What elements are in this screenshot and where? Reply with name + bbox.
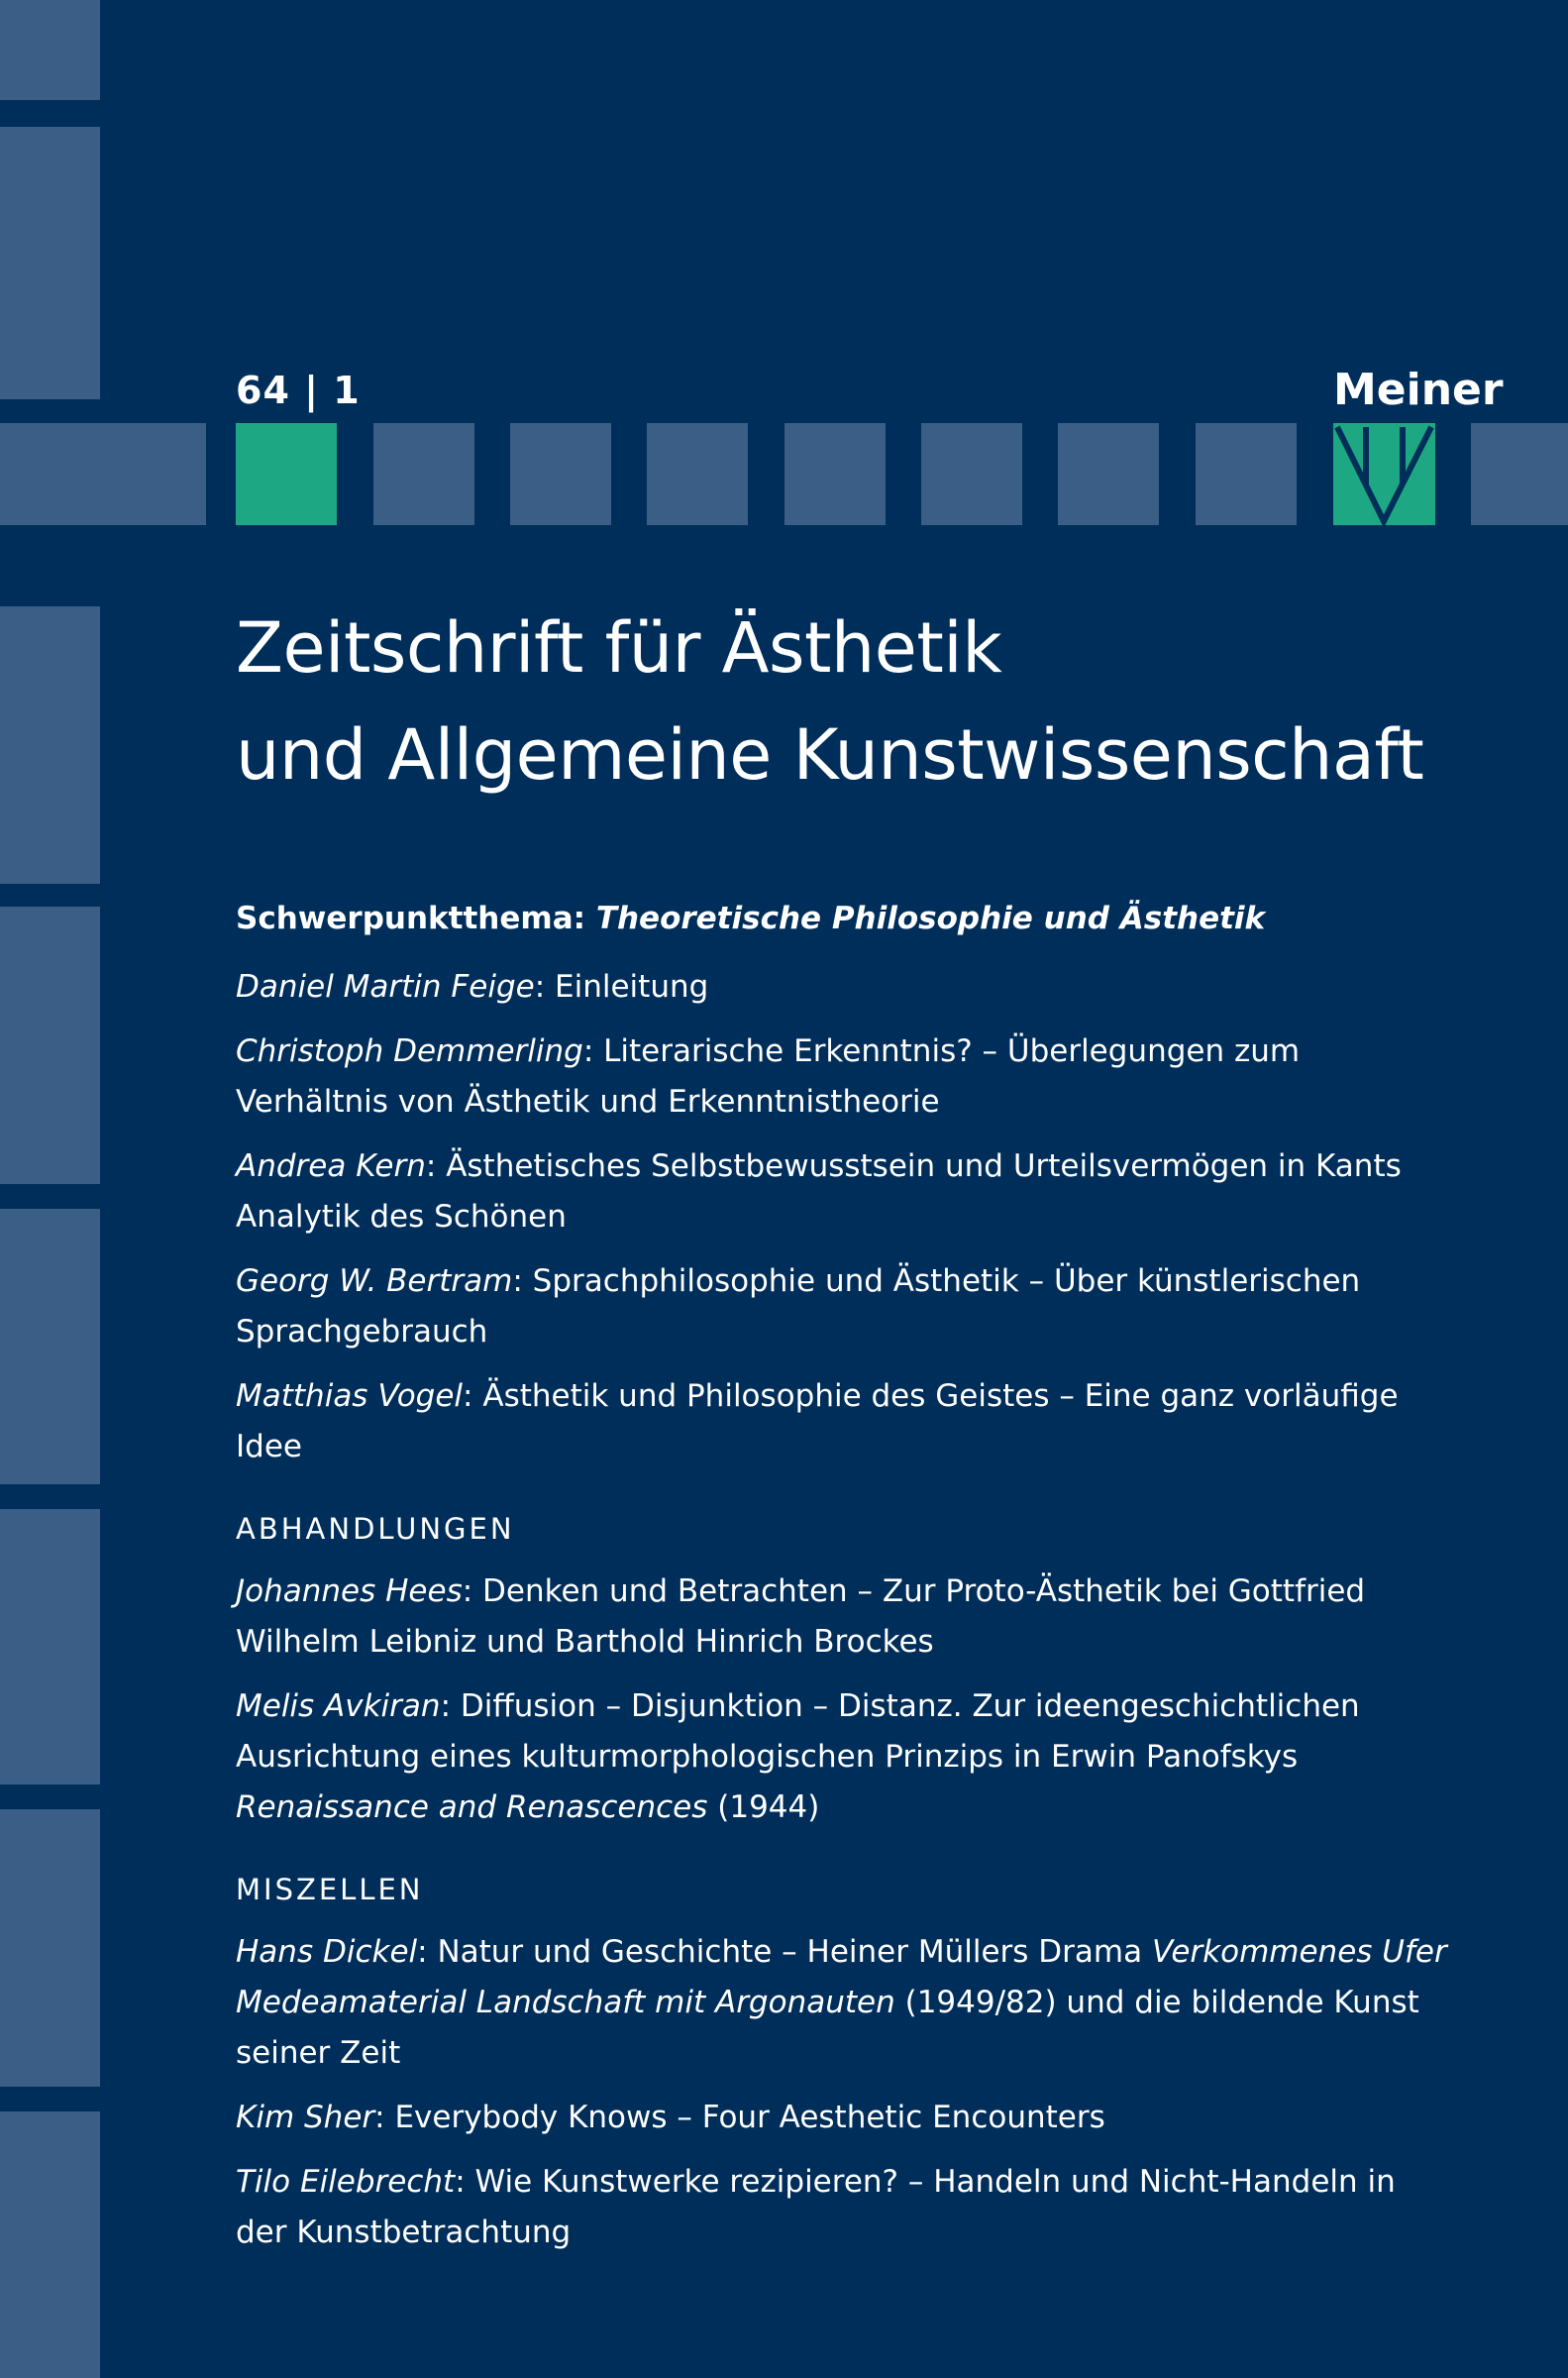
entry-author: Georg W. Bertram bbox=[236, 1263, 513, 1299]
toc-entry: Johannes Hees: Denken und Betrachten – Zur Proto-Ästhetik bei Gottfried Wilhelm Leibniz und Barthold Hinrich Brockes bbox=[236, 1573, 1366, 1660]
focus-label: Schwerpunktthema: bbox=[236, 901, 586, 936]
toc-entry: Melis Avkiran: Diffusion – Disjunktion – Distanz. Zur ideengeschichtlichen Ausrichtung eines kulturmorphologischen Prinzips in Erwin Panofskys Renaissance and Renascences (1944) bbox=[236, 1688, 1360, 1825]
publisher-name: Meiner bbox=[1333, 365, 1504, 415]
entry-work-title: Verkommenes Ufer Medeamaterial Landschaft mit Argonauten bbox=[236, 1934, 1447, 2020]
toc-entry: Andrea Kern: Ästhetisches Selbstbewusstsein und Urteilsvermögen in Kants Analytik des Schönen bbox=[236, 1148, 1402, 1235]
entry-author: Matthias Vogel bbox=[236, 1378, 464, 1414]
accent-square bbox=[236, 423, 337, 525]
entry-suffix: (1949/82) und die bildende Kunst seiner Zeit bbox=[236, 1985, 1419, 2071]
entry-author: Kim Sher bbox=[236, 2100, 375, 2135]
title-line-2: und Allgemeine Kunstwissenschaft bbox=[236, 714, 1424, 796]
focus-heading bbox=[236, 894, 1454, 944]
toc-entry: Tilo Eilebrecht: Wie Kunstwerke rezipieren? – Handeln und Nicht-Handeln in der Kunstbetrachtung bbox=[236, 2164, 1396, 2250]
entry-author: Johannes Hees bbox=[236, 1573, 463, 1609]
toc-entry: Kim Sher: Everybody Knows – Four Aesthetic Encounters bbox=[236, 2100, 1105, 2135]
entry-title: Everybody Knows – Four Aesthetic Encounters bbox=[394, 2100, 1105, 2135]
left-decorative-strip bbox=[0, 0, 100, 2378]
entry-work-title: Renaissance and Renascences bbox=[236, 1789, 708, 1825]
square bbox=[784, 423, 886, 525]
strip-block bbox=[0, 1209, 100, 1484]
strip-block bbox=[0, 907, 100, 1184]
entry-title: Sprachphilosophie und Ästhetik – Über künstlerischen Sprachgebrauch bbox=[236, 1263, 1361, 1350]
entry-title: Literarische Erkenntnis? – Überlegungen zum Verhältnis von Ästhetik und Erkenntnistheorie bbox=[236, 1033, 1301, 1120]
strip-block bbox=[0, 0, 100, 100]
entry-author: Daniel Martin Feige bbox=[236, 969, 535, 1005]
focus-topic: Theoretische Philosophie und Ästhetik bbox=[595, 901, 1266, 936]
entry-author: Tilo Eilebrecht bbox=[236, 2164, 456, 2200]
square bbox=[1058, 423, 1159, 525]
entry-author: Christoph Demmerling bbox=[236, 1033, 583, 1069]
entry-title: Ästhetisches Selbstbewusstsein und Urteilsvermögen in Kants Analytik des Schönen bbox=[236, 1148, 1402, 1235]
toc-entry: Georg W. Bertram: Sprachphilosophie und Ästhetik – Über künstlerischen Sprachgebrauch bbox=[236, 1263, 1361, 1350]
toc-entry: Christoph Demmerling: Literarische Erkenntnis? – Überlegungen zum Verhältnis von Ästhetik und Erkenntnistheorie bbox=[236, 1033, 1301, 1120]
entry-title: Ästhetik und Philosophie des Geistes – Eine ganz vorläufige Idee bbox=[236, 1378, 1399, 1464]
entry-title: Wie Kunstwerke rezipieren? – Handeln und Nicht-Handeln in der Kunstbetrachtung bbox=[236, 2164, 1396, 2250]
section-heading-abhandlungen: ABHANDLUNGEN bbox=[236, 1512, 515, 1546]
entry-title: Natur und Geschichte – Heiner Müllers Drama bbox=[437, 1934, 1143, 1970]
entry-author: Andrea Kern bbox=[236, 1148, 426, 1184]
strip-block bbox=[0, 1809, 100, 2087]
table-of-contents bbox=[236, 894, 1454, 2272]
section-heading-miszellen: MISZELLEN bbox=[236, 1873, 424, 1906]
entry-title: Einleitung bbox=[555, 969, 709, 1005]
title-line-1: Zeitschrift für Ästhetik bbox=[236, 607, 1002, 689]
issue-number: 64 | 1 bbox=[236, 369, 361, 412]
meiner-logo-icon bbox=[1333, 423, 1435, 525]
strip-block bbox=[0, 127, 100, 399]
entry-author: Melis Avkiran bbox=[236, 1688, 441, 1724]
strip-block bbox=[0, 1509, 100, 1784]
strip-block bbox=[0, 606, 100, 884]
strip-block bbox=[0, 2111, 100, 2378]
entry-title: Diffusion – Disjunktion – Distanz. Zur ideengeschichtlichen Ausrichtung eines kulturmorphologischen Prinzips in Erwin Panofskys bbox=[236, 1688, 1360, 1775]
entry-suffix: (1944) bbox=[717, 1789, 820, 1825]
toc-entry: Hans Dickel: Natur und Geschichte – Heiner Müllers Drama Verkommenes Ufer Medeamaterial Landschaft mit Argonauten (1949/82) und die bildende Kunst seiner Zeit bbox=[236, 1934, 1447, 2071]
square bbox=[921, 423, 1022, 525]
entry-title: Denken und Betrachten – Zur Proto-Ästhetik bei Gottfried Wilhelm Leibniz und Barthold Hinrich Brockes bbox=[236, 1573, 1366, 1660]
square bbox=[1196, 423, 1297, 525]
toc-entry: Daniel Martin Feige: Einleitung bbox=[236, 969, 709, 1005]
square bbox=[510, 423, 611, 525]
journal-title bbox=[236, 594, 1523, 809]
square bbox=[100, 423, 206, 525]
square bbox=[373, 423, 474, 525]
square bbox=[647, 423, 748, 525]
toc-entry: Matthias Vogel: Ästhetik und Philosophie des Geistes – Eine ganz vorläufige Idee bbox=[236, 1378, 1399, 1464]
square bbox=[1471, 423, 1568, 525]
entry-author: Hans Dickel bbox=[236, 1934, 418, 1970]
